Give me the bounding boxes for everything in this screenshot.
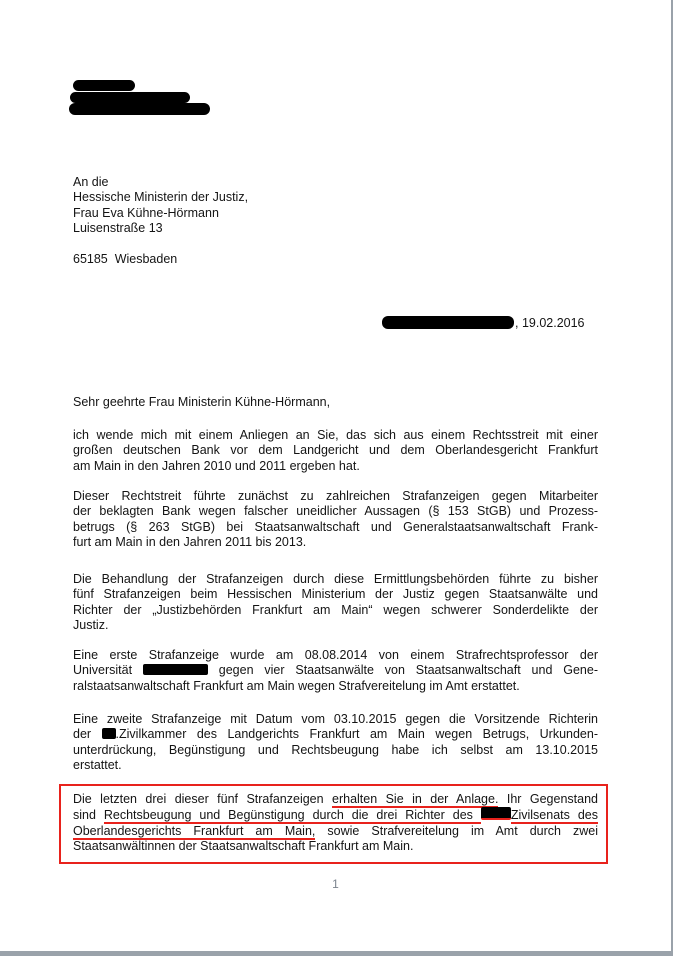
redaction-bar bbox=[69, 103, 210, 115]
redaction-box bbox=[481, 807, 511, 820]
paragraph-1 bbox=[73, 428, 598, 474]
text-line bbox=[73, 489, 598, 504]
text-line bbox=[73, 663, 598, 678]
text-line bbox=[73, 839, 598, 854]
text-run: ralstaatsanwaltschaft Frankfurt am Main wegen Strafvereitelung im Amt erstattet. bbox=[73, 678, 520, 693]
recipient-address bbox=[73, 175, 248, 267]
paragraph-4 bbox=[73, 648, 598, 694]
text-line bbox=[73, 758, 598, 773]
text-run: der bbox=[73, 727, 102, 742]
sender-redaction-block bbox=[69, 80, 229, 120]
paragraph-3 bbox=[73, 572, 598, 634]
text-run: unterdrückung, Begünstigung und Rechtsbeugung habe ich selbst am 13.10.2015 bbox=[73, 742, 598, 757]
text-line bbox=[73, 587, 598, 602]
text-line bbox=[73, 792, 598, 807]
address-line bbox=[73, 237, 248, 252]
text-run: Staatsanwältinnen der Staatsanwaltschaft Frankfurt am Main. bbox=[73, 839, 414, 854]
address-line: Frau Eva Kühne-Hörmann bbox=[73, 205, 219, 220]
text-run: Eine erste Strafanzeige wurde am 08.08.2014 von einem Strafrechtsprofessor der bbox=[73, 648, 598, 662]
address-line: Hessische Ministerin der Justiz, bbox=[73, 190, 249, 205]
text-line bbox=[73, 603, 598, 618]
text-line bbox=[73, 824, 598, 839]
redaction-bar bbox=[73, 80, 135, 91]
redaction-bar bbox=[70, 92, 190, 103]
red-underlined-text: Zivilsenats des bbox=[510, 808, 598, 823]
text-run: gegen vier Staatsanwälte von Staatsanwaltschaft und Gene- bbox=[207, 663, 598, 678]
red-underlined-text: erhalten Sie in der Anlage. bbox=[332, 792, 499, 806]
text-run: Universität bbox=[73, 663, 143, 678]
paragraph-2 bbox=[73, 489, 598, 551]
address-line: 65185 Wiesbaden bbox=[73, 252, 178, 267]
red-highlight-box bbox=[59, 784, 608, 864]
place-redaction-bar bbox=[382, 316, 514, 329]
text-line bbox=[73, 535, 598, 550]
text-run: fünf Strafanzeigen beim Hessischen Ministerium der Justiz gegen Staatsanwälte und bbox=[73, 587, 598, 602]
text-run: ich wende mich mit einem Anliegen an Sie, das sich aus einem Rechtsstreit mit einer bbox=[73, 428, 598, 442]
date-text: , 19.02.2016 bbox=[515, 316, 585, 330]
address-line: An die bbox=[73, 175, 109, 189]
text-run: furt am Main in den Jahren 2011 bis 2013. bbox=[73, 535, 307, 550]
text-run: Justiz. bbox=[73, 618, 109, 633]
red-underlined-text: Oberlandesgerichts Frankfurt am Main, bbox=[73, 823, 316, 838]
address-line: Luisenstraße 13 bbox=[73, 221, 163, 236]
redaction-box bbox=[102, 728, 116, 739]
text-run: Die Behandlung der Strafanzeigen durch diese Ermittlungsbehörden führte zu bisher bbox=[73, 572, 598, 586]
text-line bbox=[73, 648, 598, 663]
text-run: sowie Strafvereitelung im Amt durch zwei bbox=[315, 823, 598, 838]
text-line bbox=[73, 712, 598, 727]
text-line bbox=[73, 428, 598, 443]
text-line bbox=[73, 743, 598, 758]
text-line bbox=[73, 504, 598, 519]
text-line bbox=[73, 572, 598, 587]
text-run: sind bbox=[73, 808, 104, 823]
text-run: erstattet. bbox=[73, 758, 122, 773]
page-number: 1 bbox=[332, 877, 339, 891]
text-line bbox=[73, 520, 598, 535]
text-run: am Main in den Jahren 2010 und 2011 ergeben hat. bbox=[73, 458, 360, 473]
text-line bbox=[73, 679, 598, 694]
salutation: Sehr geehrte Frau Ministerin Kühne-Hörmann, bbox=[73, 395, 331, 409]
redaction-box bbox=[143, 664, 208, 675]
paragraph-5 bbox=[73, 712, 598, 774]
text-line bbox=[73, 807, 598, 823]
text-line bbox=[73, 727, 598, 742]
text-run: Ihr Gegenstand bbox=[498, 792, 598, 806]
text-run: .Zivilkammer des Landgerichts Frankfurt am Main wegen Betrugs, Urkunden- bbox=[115, 727, 598, 742]
text-run: Richter der „Justizbehörden Frankfurt am Main“ wegen schwerer Sonderdelikte der bbox=[73, 602, 598, 617]
date-line bbox=[382, 316, 585, 331]
text-line bbox=[73, 459, 598, 474]
text-run: Dieser Rechtstreit führte zunächst zu zahlreichen Strafanzeigen gegen Mitarbeiter bbox=[73, 489, 598, 503]
text-run: betrugs (§ 263 StGB) bei Staatsanwaltschaft und Generalstaatsanwaltschaft Frank- bbox=[73, 519, 598, 534]
text-run: Die letzten drei dieser fünf Strafanzeigen bbox=[73, 792, 332, 806]
text-line bbox=[73, 618, 598, 633]
text-run: großen deutschen Bank vor dem Landgericht und dem Oberlandesgericht Frankfurt bbox=[73, 443, 598, 458]
text-run: der beklagten Bank wegen falscher uneidlicher Aussagen (§ 153 StGB) und Prozess- bbox=[73, 504, 598, 519]
text-run: Eine zweite Strafanzeige mit Datum vom 03.10.2015 gegen die Vorsitzende Richterin bbox=[73, 712, 598, 726]
text-line bbox=[73, 443, 598, 458]
red-underlined-text: Rechtsbeugung und Begünstigung durch die drei Richter des bbox=[103, 808, 481, 823]
